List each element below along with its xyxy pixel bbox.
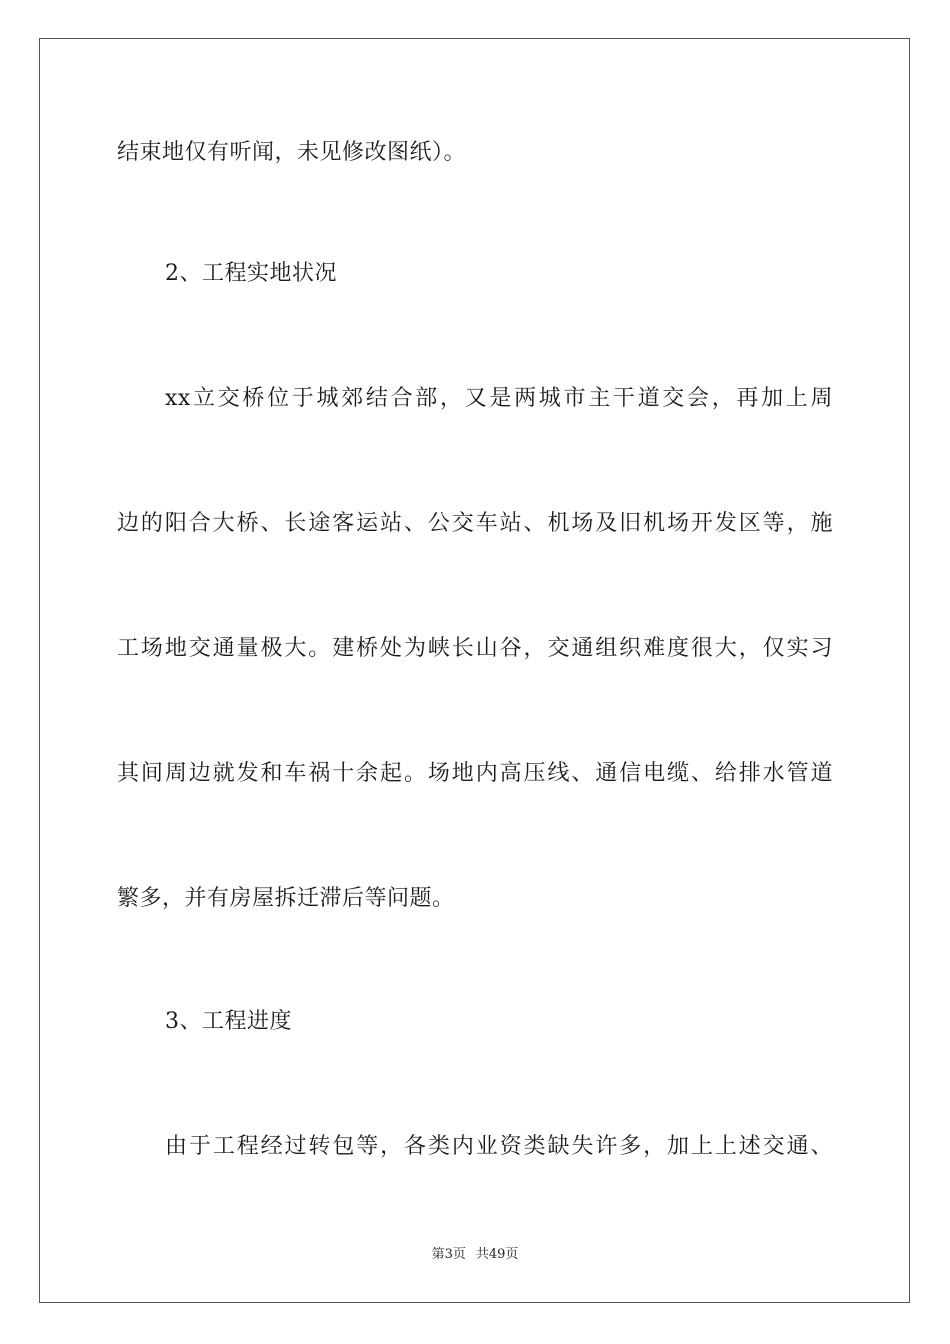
page-border [39, 38, 910, 1303]
section-heading-3: 3、工程进度 [165, 1009, 292, 1034]
paragraph-line-5: 工场地交通量极大。建桥处为峡长山谷，交通组织难度很大，仅实习 [117, 636, 833, 661]
paragraph-line-9: 由于工程经过转包等，各类内业资类缺失许多，加上上述交通、 [165, 1134, 833, 1159]
paragraph-line-1: 结束地仅有听闻，未见修改图纸）。 [117, 140, 467, 165]
paragraph-line-4: 边的阳合大桥、长途客运站、公交车站、机场及旧机场开发区等，施 [117, 511, 833, 536]
page-total: 共49页 [475, 1247, 519, 1262]
paragraph-line-3: xx立交桥位于城郊结合部，又是两城市主干道交会，再加上周 [165, 386, 833, 411]
page-footer [0, 1246, 950, 1264]
page-number: 第3页 [431, 1247, 466, 1262]
paragraph-line-6: 其间周边就发和车祸十余起。场地内高压线、通信电缆、给排水管道 [117, 761, 833, 786]
paragraph-line-7: 繁多，并有房屋拆迁滞后等问题。 [117, 886, 455, 911]
section-heading-2: 2、工程实地状况 [165, 261, 337, 286]
